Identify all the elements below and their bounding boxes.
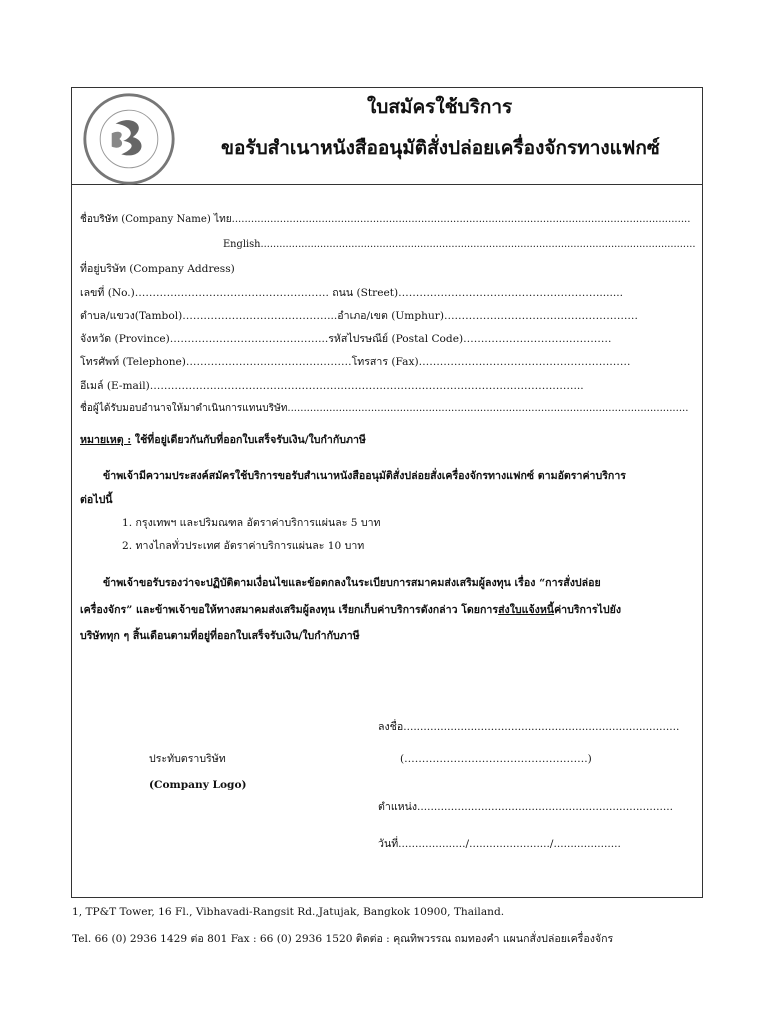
company-name-english-field[interactable]: English........................................................................................................................................... bbox=[223, 239, 696, 250]
agreement-line-2-start: เครื่องจักร” และข้าพเจ้าขอให้ทางสมาคมส่งเสริมผู้ลงทุน เรียกเก็บค่าบริการดังกล่าว โดยการ bbox=[80, 604, 499, 616]
company-name-thai-field[interactable]: ชื่อบริษัท (Company Name) ไทย............................................................................................................................................... bbox=[80, 214, 691, 225]
date-field[interactable]: วันที่..................../......................../.................... bbox=[378, 838, 621, 850]
association-logo bbox=[81, 91, 177, 187]
company-stamp-label: ประทับตราบริษัท bbox=[149, 753, 226, 765]
agreement-line-3: บริษัททุก ๆ สิ้นเดือนตามที่อยู่ที่ออกใบเสร็จรับเงิน/ใบกำกับภาษี bbox=[80, 630, 360, 642]
signer-name-field[interactable]: (…………………………………………….) bbox=[400, 753, 592, 765]
telephone-fax-field[interactable]: โทรศัพท์ (Telephone)…………………..……………………โทรสาร (Fax)…………………………………………………… bbox=[80, 356, 631, 368]
form-subtitle: ขอรับสำเนาหนังสืออนุมัติสั่งปล่อยเครื่องจักรทางแฟกซ์ bbox=[221, 137, 660, 159]
footer-address: 1, TP&T Tower, 16 Fl., Vibhavadi-Rangsit Rd.,Jatujak, Bangkok 10900, Thailand. bbox=[72, 906, 505, 918]
company-logo-label: (Company Logo) bbox=[149, 779, 247, 791]
agreement-line-2-underlined: ส่งใบแจ้งหนี้ bbox=[498, 604, 555, 616]
company-address-heading: ที่อยู่บริษัท (Company Address) bbox=[80, 263, 235, 275]
province-postal-field[interactable]: จังหวัด (Province)……………………………………...รหัสไปรษณีย์ (Postal Code)…………………………………… bbox=[80, 333, 612, 345]
agreement-line-2-end: ค่าบริการไปยัง bbox=[554, 604, 621, 616]
note-text: ใช้ที่อยู่เดียวกันกับที่ออกใบเสร็จรับเงิน/ใบกำกับภาษี bbox=[131, 434, 366, 446]
agreement-line-2 bbox=[80, 601, 621, 618]
footer-contact: Tel. 66 (0) 2936 1429 ต่อ 801 Fax : 66 (0) 2936 1520 ติดต่อ : คุณทิพวรรณ ถมทองคำ แผนกสั่งปล่อยเครื่องจักร bbox=[72, 933, 614, 945]
note bbox=[80, 433, 366, 447]
email-field[interactable]: อีเมล์ (E-mail)…………………………………………………………………………………………………………... bbox=[80, 380, 584, 392]
agreement-line-1: ข้าพเจ้าขอรับรองว่าจะปฏิบัติตามเงื่อนไขและข้อตกลงในระเบียบการสมาคมส่งเสริมผู้ลงทุน เรื่อง “การสั่งปล่อย bbox=[103, 577, 601, 589]
rate-item-1: 1. กรุงเทพฯ และปริมณฑล อัตราค่าบริการแผ่นละ 5 บาท bbox=[122, 517, 381, 529]
tambol-umphur-field[interactable]: ตำบล/แขวง(Tambol)……………………………………..อำเภอ/เขต (Umphur)…………………………….………………… bbox=[80, 310, 639, 322]
signature-field[interactable]: ลงชื่อ.................................................................................. bbox=[378, 721, 680, 733]
no-street-field[interactable]: เลขที่ (No.)………………………………………………. ถนน (Street)…………………………………………………....... bbox=[80, 287, 623, 299]
intro-line-2: ต่อไปนี้ bbox=[80, 494, 113, 506]
intro-line-1: ข้าพเจ้ามีความประสงค์สมัครใช้บริการขอรับสำเนาหนังสืออนุมัติสั่งปล่อยสั่งเครื่องจักรทางแฟกซ์ ตามอัตราค่าบริการ bbox=[103, 470, 626, 482]
authorized-person-field[interactable]: ชื่อผู้ได้รับมอบอำนาจให้มาดำเนินการแทนบริษัท............................................................................................................................. bbox=[80, 403, 689, 414]
rate-item-2: 2. ทางไกลทั่วประเทศ อัตราค่าบริการแผ่นละ 10 บาท bbox=[122, 540, 365, 552]
form-frame bbox=[71, 87, 703, 898]
note-label: หมายเหตุ : bbox=[80, 434, 132, 446]
form-title: ใบสมัครใช้บริการ bbox=[367, 96, 513, 118]
position-field[interactable]: ตำแหน่ง............................................................................ bbox=[378, 801, 673, 813]
